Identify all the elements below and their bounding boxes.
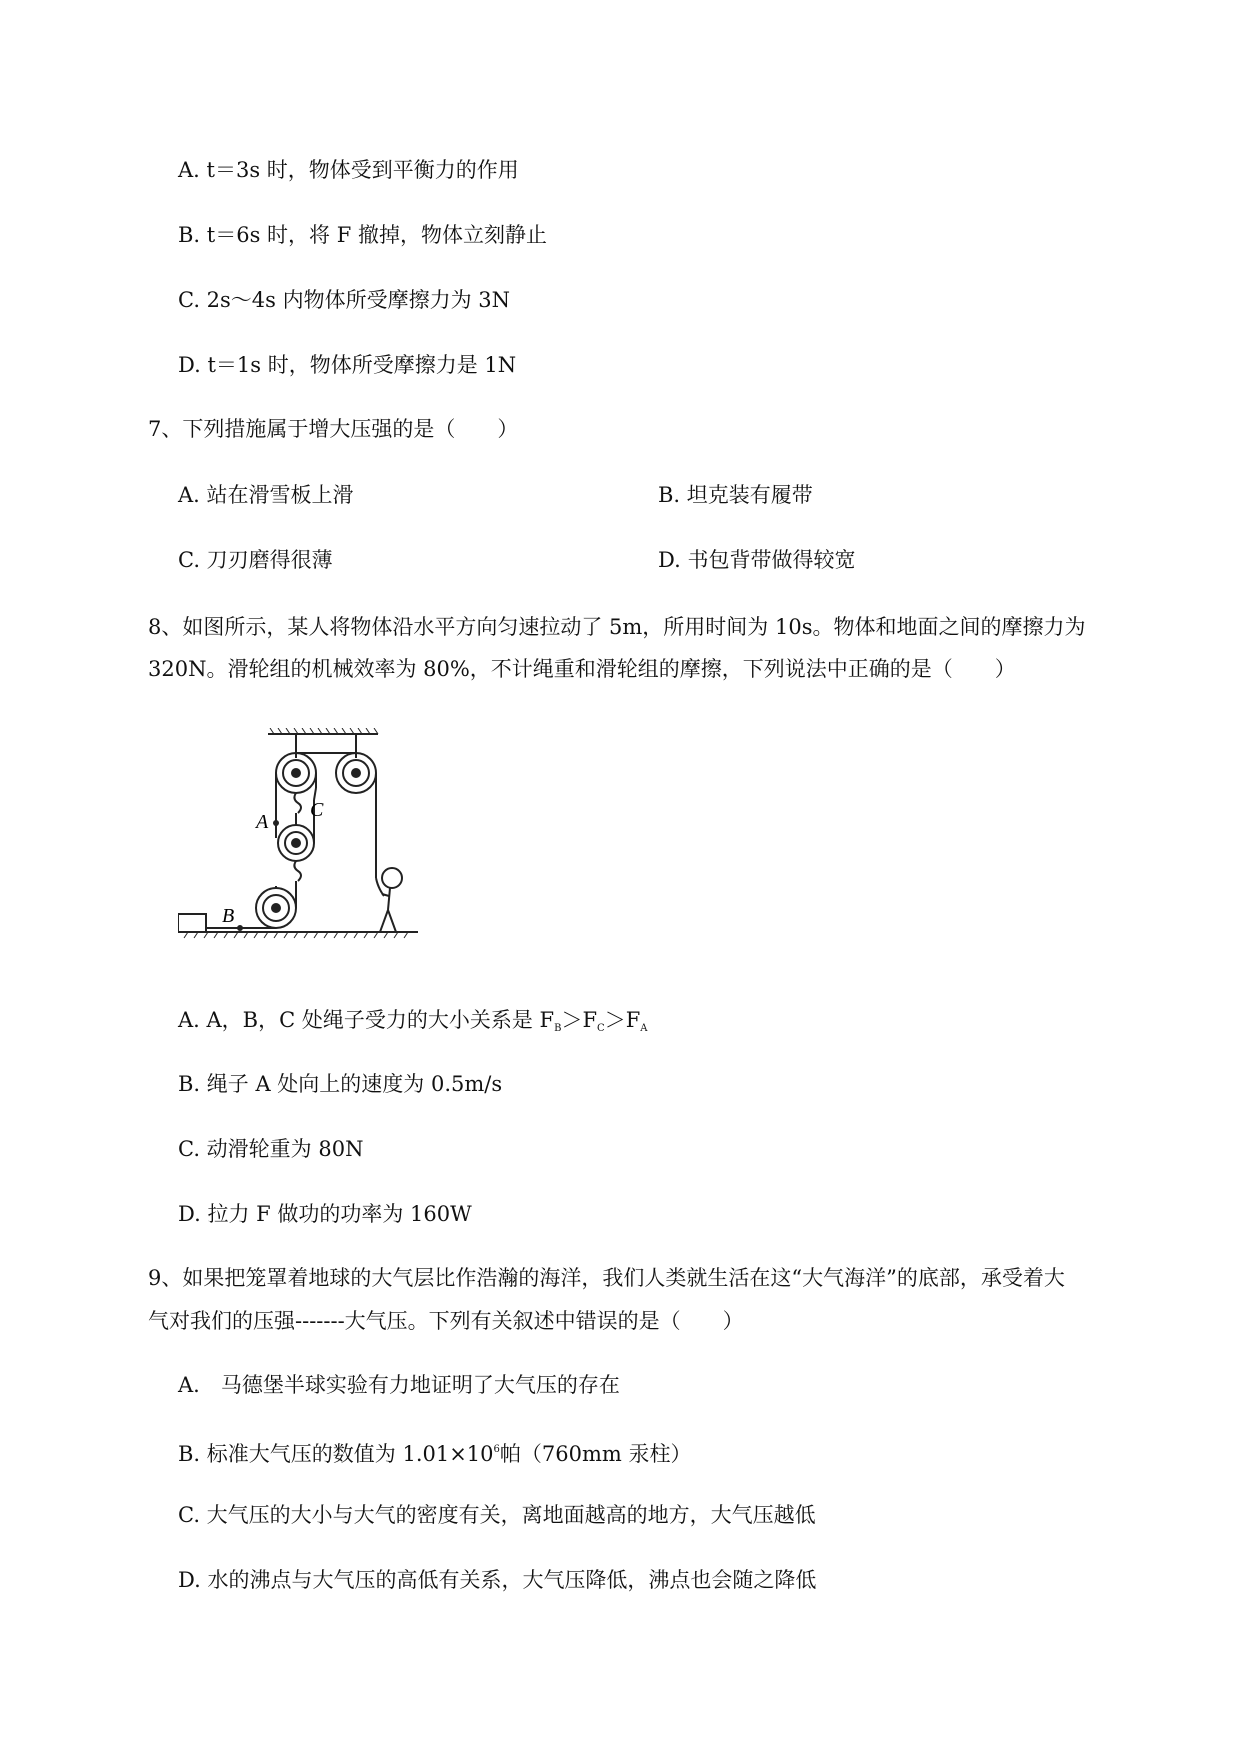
- point-a-dot: [273, 820, 279, 826]
- q9-option-c: C. 大气压的大小与大气的密度有关，离地面越高的地方，大气压越低: [178, 1503, 816, 1527]
- q8-option-c: C. 动滑轮重为 80N: [178, 1137, 364, 1161]
- point-b-dot: [237, 925, 243, 931]
- block: [178, 914, 206, 932]
- label-c: C: [310, 799, 324, 821]
- q7-option-a: A. 站在滑雪板上滑: [178, 483, 354, 507]
- q6-option-d: D. t＝1s 时，物体所受摩擦力是 1N: [178, 353, 517, 377]
- q8-option-a: A. A，B，C 处绳子受力的大小关系是 $F_B>F_C>F_A$: [178, 1008, 648, 1034]
- q9-option-b: B. 标准大气压的数值为 $1.01\times 10^6$帕（760mm 汞柱）: [178, 1442, 692, 1466]
- label-b: B: [222, 905, 235, 927]
- pulley-system-figure: [178, 728, 462, 962]
- q7-option-b: B. 坦克装有履带: [658, 483, 813, 507]
- q6-option-b: B. t＝6s 时，将 F 撤掉，物体立刻静止: [178, 223, 547, 247]
- q8-stem-line1: 8、如图所示，某人将物体沿水平方向匀速拉动了 5m，所用时间为 10s。物体和地面之间的摩擦力为: [148, 615, 1086, 639]
- q7-option-d: D. 书包背带做得较宽: [658, 548, 856, 572]
- q6-option-a: A. t＝3s 时，物体受到平衡力的作用: [178, 158, 519, 182]
- q9-option-a: A. 马德堡半球实验有力地证明了大气压的存在: [178, 1373, 620, 1397]
- q7-option-c: C. 刀刃磨得很薄: [178, 548, 333, 572]
- q7-stem: 7、下列措施属于增大压强的是（ ）: [148, 417, 519, 441]
- q8-stem-line2: 320N。滑轮组的机械效率为 80%，不计绳重和滑轮组的摩擦，下列说法中正确的是（ ）: [148, 657, 1016, 681]
- q9-stem-line1: 9、如果把笼罩着地球的大气层比作浩瀚的海洋，我们人类就生活在这“大气海洋”的底部，承受着大: [148, 1266, 1065, 1290]
- q9-stem-line2: 气对我们的压强-------大气压。下列有关叙述中错误的是（ ）: [148, 1309, 744, 1333]
- person-figure: [380, 868, 406, 932]
- q8-option-d: D. 拉力 F 做功的功率为 160W: [178, 1202, 472, 1226]
- q6-option-c: C. 2s～4s 内物体所受摩擦力为 3N: [178, 288, 511, 312]
- q9-option-d: D. 水的沸点与大气压的高低有关系，大气压降低，沸点也会随之降低: [178, 1568, 817, 1592]
- q8-option-b: B. 绳子 A 处向上的速度为 0.5m/s: [178, 1072, 503, 1096]
- label-a: A: [256, 811, 269, 833]
